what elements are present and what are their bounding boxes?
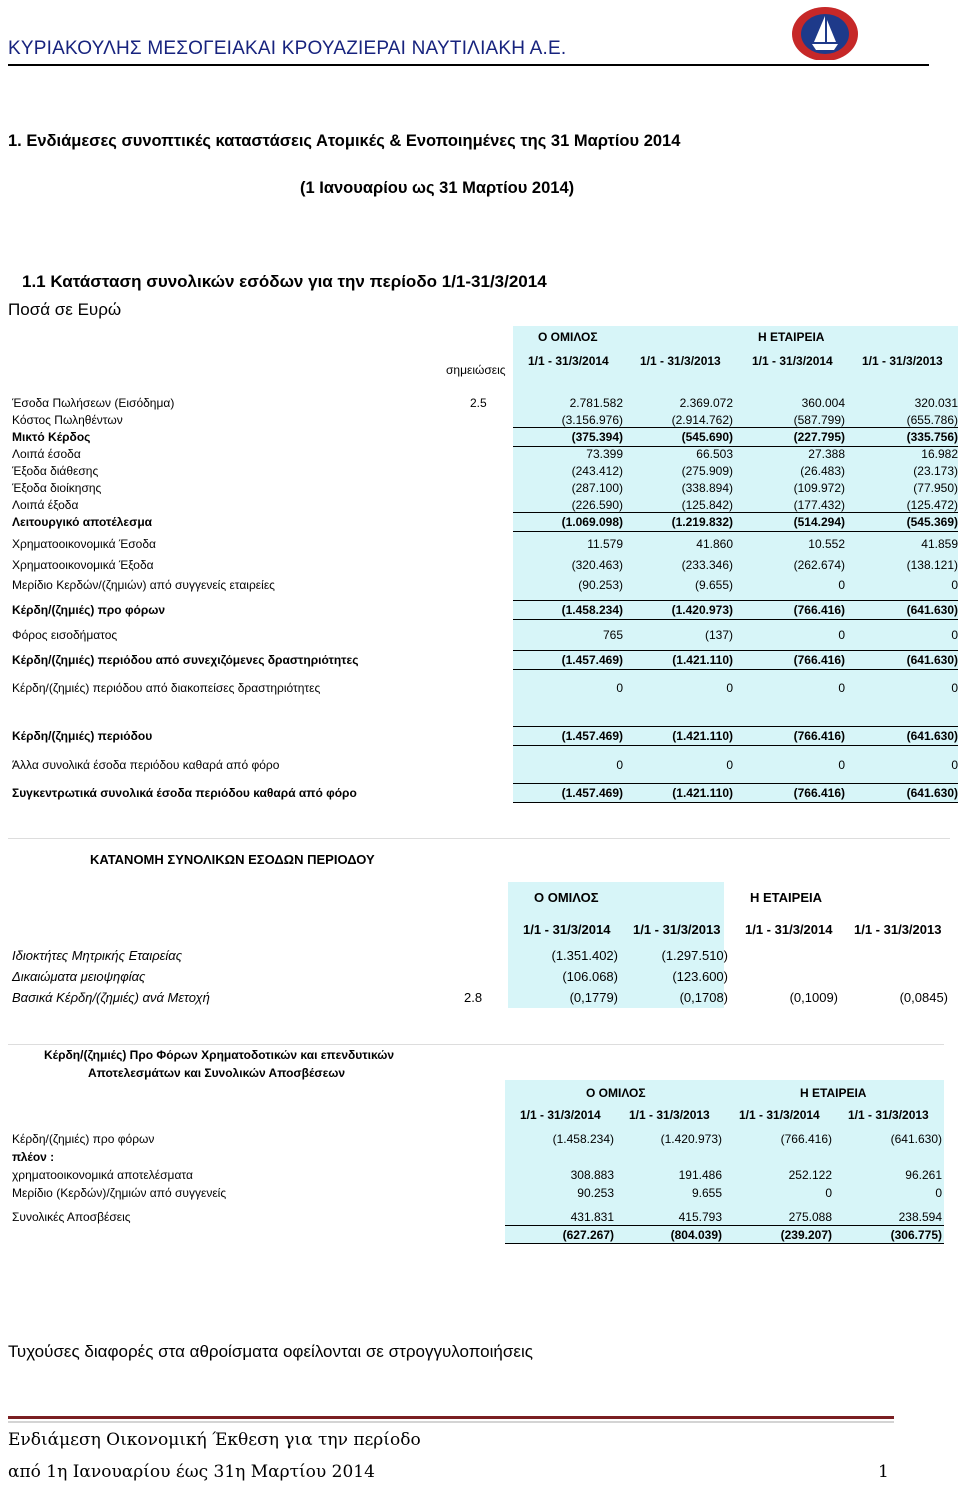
table-cell: 41.860: [696, 537, 733, 551]
total-rule: [513, 512, 958, 513]
table-cell: (1.297.510): [661, 948, 728, 963]
table-cell: (1.421.110): [672, 729, 733, 743]
period-header: 1/1 - 31/3/2013: [854, 922, 942, 937]
company-name: ΚΥΡΙΑΚΟΥΛΗΣ ΜΕΣΟΓΕΙΑΚΑΙ ΚΡΟΥΑΖΙΕΡΑΙ ΝΑΥΤΙΛΙΑΚΗ Α.Ε.: [8, 38, 567, 59]
table-cell: 16.982: [921, 447, 958, 461]
notes-header: σημειώσεις: [446, 363, 506, 377]
company-logo: [790, 2, 860, 60]
table-cell: (1.069.098): [561, 515, 623, 529]
row-label: Μερίδιο Κερδών/(ζημιών) από συγγενείς εταιρείες: [12, 578, 275, 592]
table-cell: 0: [951, 578, 958, 592]
table-cell: (275.909): [681, 464, 733, 478]
amount-unit: Ποσά σε Ευρώ: [8, 300, 122, 319]
table-cell: (1.421.110): [672, 786, 733, 800]
row-label: Κέρδη/(ζημιές) προ φόρων: [12, 603, 166, 617]
table-cell: (106.068): [562, 969, 618, 984]
table-cell: (226.590): [571, 498, 623, 512]
table-cell: (233.346): [681, 558, 733, 572]
table-cell: (0,1708): [679, 990, 728, 1005]
table-cell: (1.458.234): [561, 603, 623, 617]
row-label: χρηματοοικονομικά αποτελέσματα: [12, 1168, 193, 1182]
table-cell: 238.594: [898, 1210, 942, 1224]
period-header: 1/1 - 31/3/2013: [862, 354, 943, 368]
table-cell: 191.486: [678, 1168, 722, 1182]
row-note: 2.8: [464, 990, 483, 1005]
table-cell: (177.432): [793, 498, 845, 512]
total-rule: [513, 802, 958, 803]
table-cell: (1.420.973): [671, 603, 733, 617]
table-cell: 2.369.072: [679, 396, 733, 410]
table-cell: (804.039): [670, 1228, 722, 1242]
period-header: 1/1 - 31/3/2014: [739, 1108, 820, 1122]
rounding-note: Τυχούσες διαφορές στα αθροίσματα οφείλονται σε στρογγυλοποιήσεις: [8, 1342, 533, 1361]
row-label: Λειτουργικό αποτέλεσμα: [12, 515, 153, 529]
period-header: 1/1 - 31/3/2013: [848, 1108, 929, 1122]
table-cell: (1.457.469): [561, 786, 623, 800]
period-header: 1/1 - 31/3/2014: [745, 922, 833, 937]
table-cell: 41.859: [921, 537, 958, 551]
table-cell: 2.781.582: [569, 396, 623, 410]
company-header: Η ΕΤΑΙΡΕΙΑ: [758, 330, 825, 344]
page-number: 1: [878, 1462, 889, 1482]
footer-rule: [8, 1416, 894, 1419]
table-cell: 252.122: [788, 1168, 832, 1182]
footer-rule-light: [8, 1421, 894, 1423]
table-top-rule: [8, 1044, 944, 1045]
table-cell: (641.630): [906, 653, 958, 667]
total-rule: [513, 446, 958, 447]
header-rule: [8, 64, 929, 66]
ebitda-title-line1: Κέρδη/(ζημιές) Προ Φόρων Χρηματοδοτικών και επενδυτικών: [44, 1048, 395, 1062]
table-cell: 11.579: [587, 537, 623, 551]
table-cell: 0: [838, 758, 845, 772]
table-cell: (123.600): [672, 969, 728, 984]
table-cell: (1.219.832): [671, 515, 733, 529]
row-label: Μικτό Κέρδος: [12, 430, 91, 444]
total-rule: [513, 783, 958, 784]
table-cell: (2.914.762): [671, 413, 733, 427]
period-header: 1/1 - 31/3/2013: [633, 922, 721, 937]
table-cell: (306.775): [890, 1228, 942, 1242]
table-cell: (335.756): [906, 430, 958, 444]
row-label: Χρηματοοικονομικά Έσοδα: [12, 537, 156, 551]
table-cell: (77.950): [913, 481, 958, 495]
table-cell: 0: [951, 628, 958, 642]
table-cell: 0: [951, 681, 958, 695]
table-cell: (375.394): [571, 430, 623, 444]
table-cell: 0: [935, 1186, 942, 1200]
total-rule: [513, 427, 958, 428]
total-rule: [513, 600, 958, 601]
main-title: 1. Ενδιάμεσες συνοπτικές καταστάσεις Ατομικές & Ενοποιημένες της 31 Μαρτίου 2014: [8, 132, 681, 150]
footer-line1: Ενδιάμεση Οικονομική Έκθεση για την περίοδο: [8, 1430, 421, 1450]
total-rule: [513, 650, 958, 651]
row-label: Χρηματοοικονομικά Έξοδα: [12, 558, 154, 572]
allocation-title: ΚΑΤΑΝΟΜΗ ΣΥΝΟΛΙΚΩΝ ΕΣΟΔΩΝ ΠΕΡΙΟΔΟΥ: [90, 852, 375, 867]
table-cell: (320.463): [571, 558, 623, 572]
row-label: Άλλα συνολικά έσοδα περιόδου καθαρά από φόρο: [12, 758, 280, 772]
table-cell: (243.412): [571, 464, 623, 478]
row-label: Έξοδα διάθεσης: [12, 464, 99, 478]
table-cell: (287.100): [571, 481, 623, 495]
row-label: Έξοδα διοίκησης: [12, 481, 102, 495]
table-cell: (1.458.234): [552, 1132, 614, 1146]
table-cell: (545.690): [681, 430, 733, 444]
table-cell: 10.552: [808, 537, 845, 551]
table-cell: 308.883: [570, 1168, 614, 1182]
table-cell: 431.831: [570, 1210, 614, 1224]
section-title: 1.1 Κατάσταση συνολικών εσόδων για την περίοδο 1/1-31/3/2014: [22, 272, 547, 291]
table-cell: (9.655): [694, 578, 733, 592]
table-cell: (26.483): [800, 464, 845, 478]
table-cell: 765: [602, 628, 623, 642]
table-cell: (587.799): [793, 413, 845, 427]
row-label: Κόστος Πωληθέντων: [12, 413, 123, 427]
ebitda-table: [8, 1044, 944, 1244]
row-label: πλέον :: [12, 1150, 55, 1164]
table-cell: (1.421.110): [672, 653, 733, 667]
row-label: Λοιπά έσοδα: [12, 447, 81, 461]
table-cell: (545.369): [906, 515, 958, 529]
row-label: Βασικά Κέρδη/(ζημιές) ανά Μετοχή: [12, 990, 210, 1005]
company-header: Η ΕΤΑΙΡΕΙΑ: [750, 890, 822, 905]
group-header: Ο ΟΜΙΛΟΣ: [534, 890, 599, 905]
row-label: Δικαιώματα μειοψηφίας: [12, 969, 146, 984]
table-cell: (227.795): [793, 430, 845, 444]
row-label: Κέρδη/(ζημιές) περιόδου: [12, 729, 153, 743]
period-header: 1/1 - 31/3/2014: [752, 354, 833, 368]
table-cell: 0: [951, 758, 958, 772]
table-cell: (641.630): [890, 1132, 942, 1146]
table-cell: (3.156.976): [561, 413, 623, 427]
footer-line2: από 1η Ιανουαρίου έως 31η Μαρτίου 2014: [8, 1462, 375, 1482]
row-label: Κέρδη/(ζημιές) περιόδου από διακοπείσες δραστηριότητες: [12, 681, 321, 695]
table-cell: (137): [704, 628, 733, 642]
row-label: Συνολικές Αποσβέσεις: [12, 1210, 131, 1224]
table-cell: (338.894): [681, 481, 733, 495]
table-cell: (641.630): [906, 603, 958, 617]
table-cell: (125.472): [906, 498, 958, 512]
table-cell: 90.253: [577, 1186, 614, 1200]
row-label: Μερίδιο (Κερδών)/ζημιών από συγγενείς: [12, 1186, 227, 1200]
table-cell: 415.793: [678, 1210, 722, 1224]
table-cell: (766.416): [780, 1132, 832, 1146]
row-note: 2.5: [470, 396, 487, 410]
main-subtitle: (1 Ιανουαρίου ως 31 Μαρτίου 2014): [300, 179, 575, 197]
table-cell: 27.388: [808, 447, 845, 461]
group-header: Ο ΟΜΙΛΟΣ: [538, 330, 598, 344]
table-cell: 0: [838, 578, 845, 592]
period-header: 1/1 - 31/3/2013: [629, 1108, 710, 1122]
row-label: Φόρος εισοδήματος: [12, 628, 118, 642]
table-cell: (655.786): [906, 413, 958, 427]
total-rule: [513, 531, 958, 532]
period-header: 1/1 - 31/3/2014: [528, 354, 609, 368]
table-cell: 275.088: [788, 1210, 832, 1224]
table-cell: 360.004: [801, 396, 845, 410]
table-cell: 0: [838, 681, 845, 695]
row-label: Συγκεντρωτικά συνολικά έσοδα περιόδου καθαρά από φόρο: [12, 786, 357, 800]
table-cell: (0,1779): [569, 990, 618, 1005]
table-cell: 0: [726, 758, 733, 772]
row-label: Κέρδη/(ζημιές) περιόδου από συνεχιζόμενες δραστηριότητες: [12, 653, 359, 667]
row-label: Ιδιοκτήτες Μητρικής Εταιρείας: [12, 948, 183, 963]
ebitda-title-line2: Αποτελεσμάτων και Συνολικών Αποσβέσεων: [88, 1066, 346, 1080]
group-header: Ο ΟΜΙΛΟΣ: [586, 1086, 646, 1100]
total-rule: [513, 745, 958, 746]
table-cell: (627.267): [562, 1228, 614, 1242]
total-rule: [513, 726, 958, 727]
table-cell: (1.457.469): [561, 729, 623, 743]
table-cell: (1.457.469): [561, 653, 623, 667]
table-cell: 0: [616, 758, 623, 772]
table-cell: (90.253): [578, 578, 623, 592]
table-cell: (514.294): [793, 515, 845, 529]
table-cell: 73.399: [586, 447, 623, 461]
table-cell: (0,1009): [789, 990, 838, 1005]
table-cell: (641.630): [906, 786, 958, 800]
table-cell: 320.031: [914, 396, 958, 410]
row-label: Κέρδη/(ζημιές) προ φόρων: [12, 1132, 155, 1146]
table-cell: 0: [616, 681, 623, 695]
table-cell: 66.503: [696, 447, 733, 461]
table-top-rule: [8, 838, 950, 839]
table-cell: (1.420.973): [660, 1132, 722, 1146]
table-cell: (1.351.402): [551, 948, 618, 963]
row-label: Έσοδα Πωλήσεων (Εισόδημα): [12, 396, 175, 410]
table-cell: (766.416): [793, 653, 845, 667]
period-header: 1/1 - 31/3/2014: [520, 1108, 601, 1122]
table-cell: (766.416): [793, 786, 845, 800]
table-cell: 0: [726, 681, 733, 695]
table-cell: (125.842): [681, 498, 733, 512]
table-cell: (641.630): [906, 729, 958, 743]
table-cell: 0: [825, 1186, 832, 1200]
company-header: Η ΕΤΑΙΡΕΙΑ: [800, 1086, 867, 1100]
table-cell: 96.261: [905, 1168, 942, 1182]
table-cell: (262.674): [793, 558, 845, 572]
table-cell: (138.121): [906, 558, 958, 572]
table-cell: 9.655: [691, 1186, 722, 1200]
row-label: Λοιπά έξοδα: [12, 498, 79, 512]
income-statement-table: [8, 326, 958, 802]
period-header: 1/1 - 31/3/2013: [640, 354, 721, 368]
table-cell: (0,0845): [899, 990, 948, 1005]
period-header: 1/1 - 31/3/2014: [523, 922, 611, 937]
table-cell: (766.416): [793, 729, 845, 743]
allocation-table: [8, 838, 950, 1008]
total-rule: [505, 1225, 944, 1226]
table-cell: (239.207): [780, 1228, 832, 1242]
total-rule: [505, 1243, 944, 1244]
table-cell: (23.173): [913, 464, 958, 478]
total-rule: [513, 619, 958, 620]
total-rule: [513, 669, 958, 670]
table-cell: (109.972): [793, 481, 845, 495]
table-cell: 0: [838, 628, 845, 642]
table-cell: (766.416): [793, 603, 845, 617]
